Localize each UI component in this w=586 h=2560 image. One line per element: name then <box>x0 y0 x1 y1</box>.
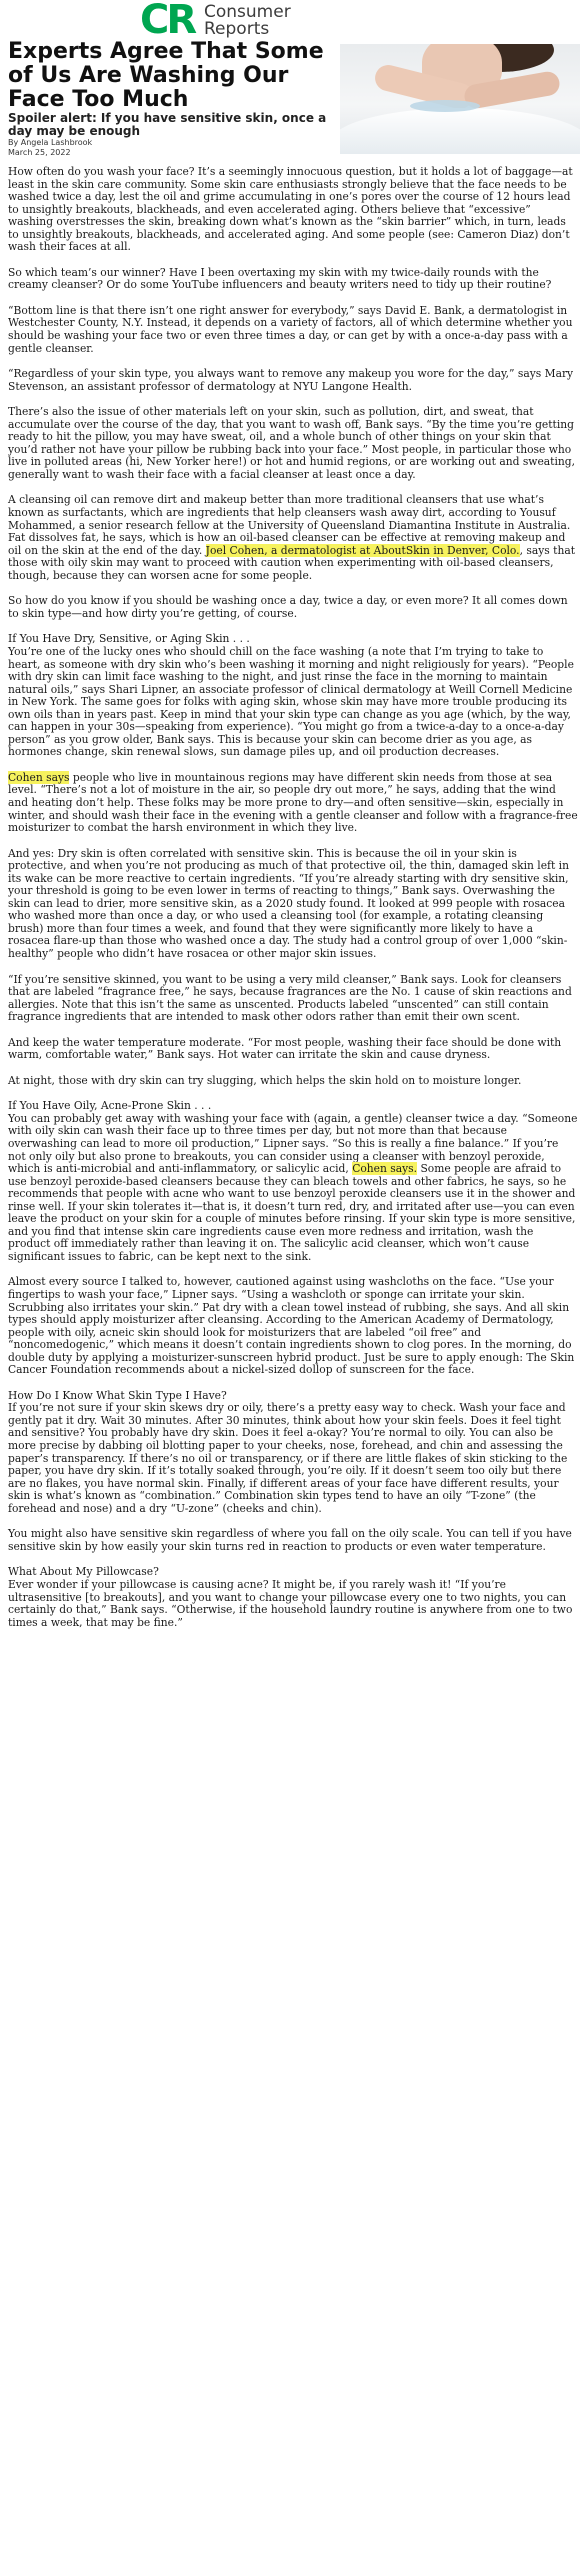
paragraph-mountain-text: people who live in mountainous regions may have different skin needs from those at sea level. “There’s not a lot of moisture in the air, so people dry out more,” he says, adding that the wind and heating don’t help. These folks may be more prone to dry—and often sensitive—skin, especially in winter, and should wash their face in the evening with a gentle cleanser and follow with a fragrance-free moisturizer to combat the harsh environment in which they live. <box>8 770 578 835</box>
paragraph-skin-type: So how do you know if you should be washing once a day, twice a day, or even more? It all comes down to skin type—and how dirty you’re getting, of course. <box>8 594 568 620</box>
section-heading-oily-skin: If You Have Oily, Acne-Prone Skin . . . <box>8 1099 212 1113</box>
hero-water-splash-shape <box>410 100 480 112</box>
section-dry-skin <box>8 633 578 758</box>
paragraph-bank-quote: “Bottom line is that there isn’t one right answer for everybody,” says David E. Bank, a dermatologist in Westchester County, N.Y. Instead, it depends on a variety of factors, all of which determine whether you should be washing your face two or even three times a day, or can get by with a once-a-day pass with a gentle cleanser. <box>8 303 573 355</box>
paragraph-cleansing-oil-text: A cleansing oil can remove dirt and makeup better than more traditional cleansers that use what’s known as surfactants, which are ingredients that help cleansers wash away dirt, according to Yousuf Mohammed, a senior research fellow at the University of Queensland Diamantina Institute in Australia. Fat dissolves fat, he says, which is how an oil-based cleanser can be effective at removing makeup and oil on the skin at the end of the day. <box>8 493 571 557</box>
article-headline: Experts Agree That Some of Us Are Washing Our Face Too Much <box>8 39 324 112</box>
section-oily-skin <box>8 1100 578 1263</box>
paragraph-washcloths: Almost every source I talked to, however, cautioned against using washcloths on the face. “Use your fingertips to wash your face,” Lipner says. “Using a washcloth or sponge can irritate your skin. Scrubbing also irritates your skin.” Pat dry with a clean towel instead of rubbing, she says. And all skin types should apply moisturizer after cleansing. According to the American Academy of Dermatology, people with oily, acneic skin should look for moisturizers that are labeled “oil free” and “noncomedogenic,” which means it doesn’t contain ingredients shown to clog pores. In the morning, do double duty by applying a moisturizer-sunscreen hybrid product. Just be sure to apply enough: The Skin Cancer Foundation recommends about a nickel-sized dollop of sunscreen for the face. <box>8 1275 575 1377</box>
paragraph-water-temperature: And keep the water temperature moderate. “For most people, washing their face should be done with warm, comfortable water,” Bank says. Hot water can irritate the skin and cause dryness. <box>8 1035 562 1062</box>
section-heading-pillowcase: What About My Pillowcase? <box>8 1565 159 1579</box>
article-subhead: Spoiler alert: If you have sensitive skin, once a day may be enough <box>8 111 327 138</box>
highlight-cohen-says: Cohen says <box>8 770 70 784</box>
paragraph-stevenson-quote: “Regardless of your skin type, you always want to remove any makeup you wore for the day,” says Mary Stevenson, an assistant professor of dermatology at NYU Langone Health. <box>8 367 574 393</box>
paragraph-question: So which team’s our winner? Have I been overtaxing my skin with my twice-daily rounds with the creamy cleanser? Or do some YouTube influencers and beauty writers need to tidy up their routine? <box>8 265 552 292</box>
paragraph-oily-skin-text: You can probably get away with washing your face with (again, a gentle) cleanser twice a day. “Someone with oily skin can wash their face up to three times per day, but not more than that because overwashing can lead to more oil production,” Lipner says. “So this is really a fine balance.” If you’re not only oily but also prone to breakouts, you can consider using a cleanser with benzoyl peroxide, which is anti-microbial and anti-inflammatory, or salicylic acid, <box>8 1111 578 1176</box>
paragraph-cleansing-oil-tail: , says that those with oily skin may want to proceed with caution when experimenting with oil-based cleansers, though, because they can worsen acne for some people. <box>8 543 575 582</box>
paragraph-mild-cleanser: “If you’re sensitive skinned, you want to be using a very mild cleanser,” Bank says. Look for cleansers that are labeled “fragrance free,” he says, because fragrances are the No. 1 cause of skin reactions and allergies. Note that this isn’t the same as unscented. Products labeled “unscented” can still contain fragrance ingredients that are intended to mask other odors rather than emit their own scent. <box>8 972 572 1024</box>
paragraph-mountain <box>8 772 578 835</box>
article-body <box>8 166 578 1642</box>
hero-image-woman-washing-face <box>340 44 580 154</box>
publish-date: March 25, 2022 <box>8 148 71 157</box>
paragraph-sensitive-any-type: You might also have sensitive skin regardless of where you fall on the oily scale. You can tell if you have sensitive skin by how easily your skin turns red in reaction to products or even water temperature. <box>8 1527 572 1553</box>
paragraph-slugging: At night, those with dry skin can try slugging, which helps the skin hold on to moisture longer. <box>8 1073 522 1087</box>
section-skin-type <box>8 1390 578 1515</box>
highlight-joel-cohen: Joel Cohen, a dermatologist at AboutSkin in Denver, Colo. <box>205 543 520 557</box>
section-pillowcase <box>8 1566 578 1629</box>
author-byline: By Angela Lashbrook <box>8 138 93 147</box>
logo-wordmark <box>204 4 291 38</box>
paragraph-oily-skin-tail: Some people are afraid to use benzoyl peroxide-based cleansers because they can bleach towels and other fabrics, he says, so he recommends that people with acne who want to use benzoyl peroxide cleansers use it in the shower and rinse well. If your skin tolerates it—that is, it doesn’t turn red, dry, and irritated after use—you can even leave the product on your skin for a couple of minutes before rinsing. If your skin type is more sensitive, and you find that intense skin care ingredients cause even more redness and irritation, wash the product off immediately rather than leaving it on. The salicylic acid cleanser, which won’t cause significant issues to fabric, can be kept next to the sink. <box>8 1162 576 1263</box>
section-heading-skin-type: How Do I Know What Skin Type I Have? <box>8 1388 227 1402</box>
paragraph-cleansing-oil <box>8 494 578 582</box>
cr-logo-mark: CR <box>140 0 195 43</box>
highlight-cohen-says-2: Cohen says. <box>352 1162 418 1176</box>
section-heading-dry-skin: If You Have Dry, Sensitive, or Aging Skin . . . <box>8 632 250 646</box>
consumer-reports-logo[interactable] <box>140 0 440 43</box>
hero-sink-shape <box>340 108 580 154</box>
paragraph-intro: How often do you wash your face? It’s a seemingly innocuous question, but it holds a lot of baggage—at least in the skin care community. Some skin care enthusiasts strongly believe that the face needs to be washed twice a day, lest the oil and grime accumulating in one’s pores over the course of 12 hours lead to unsightly breakouts, blackheads, and even accelerated aging. Others believe that “excessive” washing overstresses the skin, breaking down what’s known as the “skin barrier” which, in turn, leads to unsightly breakouts, blackheads, and accelerated aging. And some people (see: Cameron Diaz) don’t wash their faces at all. <box>8 165 573 254</box>
logo-line-1: Consumer <box>204 2 291 22</box>
paragraph-skin-type-test: If you’re not sure if your skin skews dry or oily, there’s a pretty easy way to check. Wash your face and gently pat it dry. Wait 30 minutes. After 30 minutes, think about how your skin feels. Does it feel tight and sensitive? You probably have dry skin. Does it feel a-okay? You’re normal to oily. You can also be more precise by dabbing oil blotting paper to your cheeks, nose, forehead, and chin and assessing the paper’s transparency. If there’s no oil or transparency, or if there are little flakes of skin sticking to the paper, you have dry skin. If it’s totally soaked through, you’re oily. If it doesn’t seem too oily but there are no flakes, you have normal skin. Finally, if different areas of your face have different results, your skin is what’s known as “combination.” Combination skin types tend to have an oily “T-zone” (the forehead and nose) and a dry “U-zone” (cheeks and chin). <box>8 1401 568 1515</box>
paragraph-dry-skin: You’re one of the lucky ones who should chill on the face washing (a note that I’m trying to take to heart, as someone with dry skin who’s been washing it morning and night religiously for years). “People with dry skin can limit face washing to the night, and just rinse the face in the morning to maintain natural oils,” says Shari Lipner, an associate professor of clinical dermatology at Weill Cornell Medicine in New York. The same goes for folks with aging skin, whose skin may have more trouble producing its own oils than in years past. Keep in mind that your skin type can change as you age (which, by the way, can happen in your 30s—speaking from experience). “You might go from a twice-a-day to a once-a-day person” as you grow older, Bank says. This is because your skin can become drier as you age, as hormones change, skin renewal slows, sun damage piles up, and oil production decreases. <box>8 644 574 759</box>
paragraph-sensitive-skin: And yes: Dry skin is often correlated with sensitive skin. This is because the oil in your skin is protective, and when you’re not producing as much of that protective oil, the thin, damaged skin left in its wake can be more reactive to certain ingredients. “If you’re already starting with dry sensitive skin, your threshold is going to be even lower in terms of reacting to things,” Bank says. Overwashing the skin can lead to drier, more sensitive skin, as a 2020 study found. It looked at 999 people with rosacea who washed more than once a day, or who used a cleansing tool (for example, a rotating cleansing brush) more than four times a week, and found that they were significantly more likely to have a rosacea flare-up than those who washed once a day. The study had a control group of over 1,000 “skin-healthy” people who didn’t have rosacea or other major skin issues. <box>8 846 569 960</box>
paragraph-pollution: There’s also the issue of other materials left on your skin, such as pollution, dirt, and sweat, that accumulate over the course of the day, that you want to wash off, Bank says. “By the time you’re getting ready to hit the pillow, you may have sweat, oil, and a whole bunch of other things on your skin that you’d rather not have your pillow be rubbing back into your face.” Most people, in particular those who live in polluted areas (hi, New Yorker here!) or hot and humid regions, or are working out and sweating, generally want to wash their face with a facial cleanser at least once a day. <box>8 405 575 481</box>
paragraph-pillowcase: Ever wonder if your pillowcase is causing acne? It might be, if you rarely wash it! “If you’re ultrasensitive [to breakouts], and you want to change your pillowcase every one to two nights, you can certainly do that,” Bank says. “Otherwise, if the household laundry routine is anywhere from one to two times a week, that may be fine.” <box>8 1577 573 1629</box>
logo-line-2: Reports <box>204 19 270 39</box>
